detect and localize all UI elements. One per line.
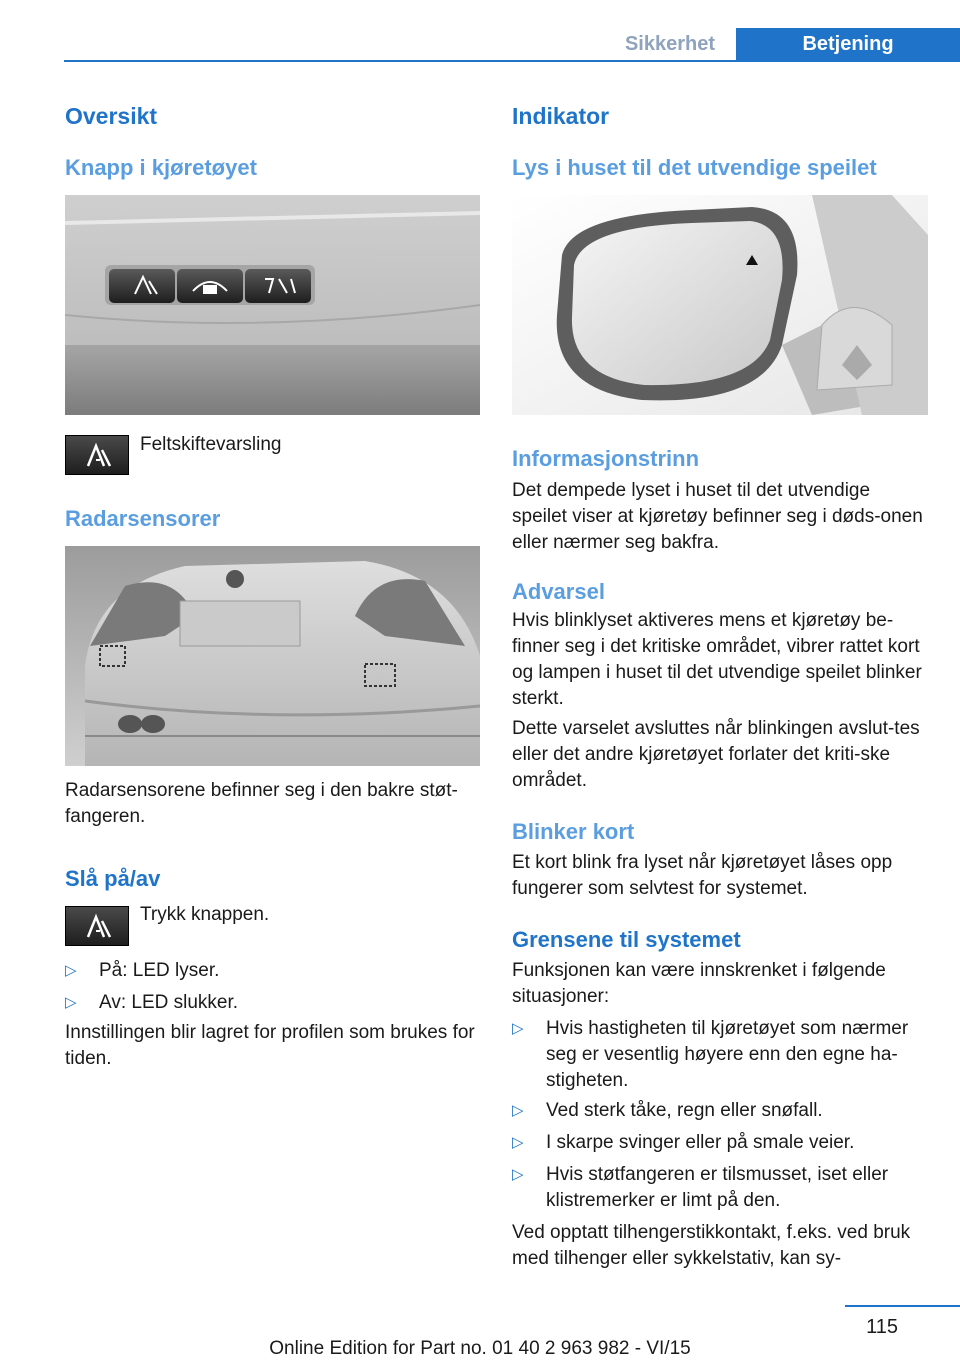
blinker-text: Et kort blink fra lyset når kjøretøyet låses opp fungerer som selvtest for systemet. [512,852,893,899]
section-title-oversikt: Oversikt [65,103,158,129]
section-title-indikator: Indikator [512,103,610,129]
triangle-right-icon: ▷ [65,962,77,979]
info-text: Det dempede lyset i huset til det utvendige speilet viser at kjøretøy befinner seg i døds-onen eller nærmer seg bakfra. [512,480,923,553]
triangle-right-icon: ▷ [512,1166,524,1183]
label-feltskiftevarsling: Feltskiftevarsling [140,434,282,455]
final-text: Ved opptatt tilhengerstikkontakt, f.eks. ved bruk med tilhenger eller sykkelstativ, kan sy- [512,1222,911,1269]
settings-text: Innstillingen blir lagret for profilen som brukes for tiden. [65,1022,475,1069]
subtitle-radarsensorer: Radarsensorer [65,506,221,531]
list-item: ▷ Hvis støtfangeren er tilsmusset, iset eller klistremerker er limt på den. [512,1164,889,1211]
subtitle-lys-i-huset: Lys i huset til det utvendige speilet [512,155,877,180]
advarsel-text-2: Dette varselet avsluttes når blinkingen avslut-tes eller det andre kjøretøyet forlater det kriti-ske området. [512,718,920,791]
lane-change-warning-icon [65,435,129,475]
lane-change-warning-icon[interactable] [65,906,129,946]
footer-divider [845,1305,960,1307]
list-item: ▷ I skarpe svinger eller på smale veier. [512,1130,928,1156]
grensene-text: Funksjonen kan være innskrenket i følgende situasjoner: [512,960,886,1007]
car-rear-radar-image [65,546,480,766]
list-item: ▷ Ved sterk tåke, regn eller snøfall. [512,1098,928,1124]
triangle-right-icon: ▷ [65,994,77,1011]
heading-informasjonstrinn: Informasjonstrinn [512,446,700,471]
radar-text: Radarsensorene befinner seg i den bakre støt-fangeren. [65,780,458,827]
advarsel-text: Hvis blinklyset aktiveres mens et kjøretøy be-finner seg i det kritiske området, vibrer rattet kort og lampen i huset til det utvendige speilet blinker sterkt. [512,610,922,709]
footer-edition: Online Edition for Part no. 01 40 2 963 982 - VI/15 [269,1338,691,1359]
triangle-right-icon: ▷ [512,1102,524,1119]
heading-sla-pa-av: Slå på/av [65,866,161,891]
press-button-text: Trykk knappen. [140,904,270,925]
list-item: ▷ På: LED lyser. [65,958,480,984]
subtitle-knapp: Knapp i kjøretøyet [65,155,257,180]
tab-sikkerhet[interactable]: Sikkerhet [624,33,716,55]
page-number: 115 [866,1316,898,1338]
tab-betjening[interactable]: Betjening [736,28,960,60]
heading-advarsel: Advarsel [512,579,605,604]
heading-blinker-kort: Blinker kort [512,819,635,844]
side-mirror-image [512,195,928,415]
heading-grensene: Grensene til systemet [512,927,741,952]
triangle-right-icon: ▷ [512,1020,524,1037]
triangle-right-icon: ▷ [512,1134,524,1151]
list-item: ▷ Hvis hastigheten til kjøretøyet som nærmer seg er vesentlig høyere enn den egne ha-stigheten. [512,1018,909,1091]
top-navigation-bar [64,28,960,62]
button-panel-image [65,195,480,415]
list-item: ▷ Av: LED slukker. [65,990,480,1016]
